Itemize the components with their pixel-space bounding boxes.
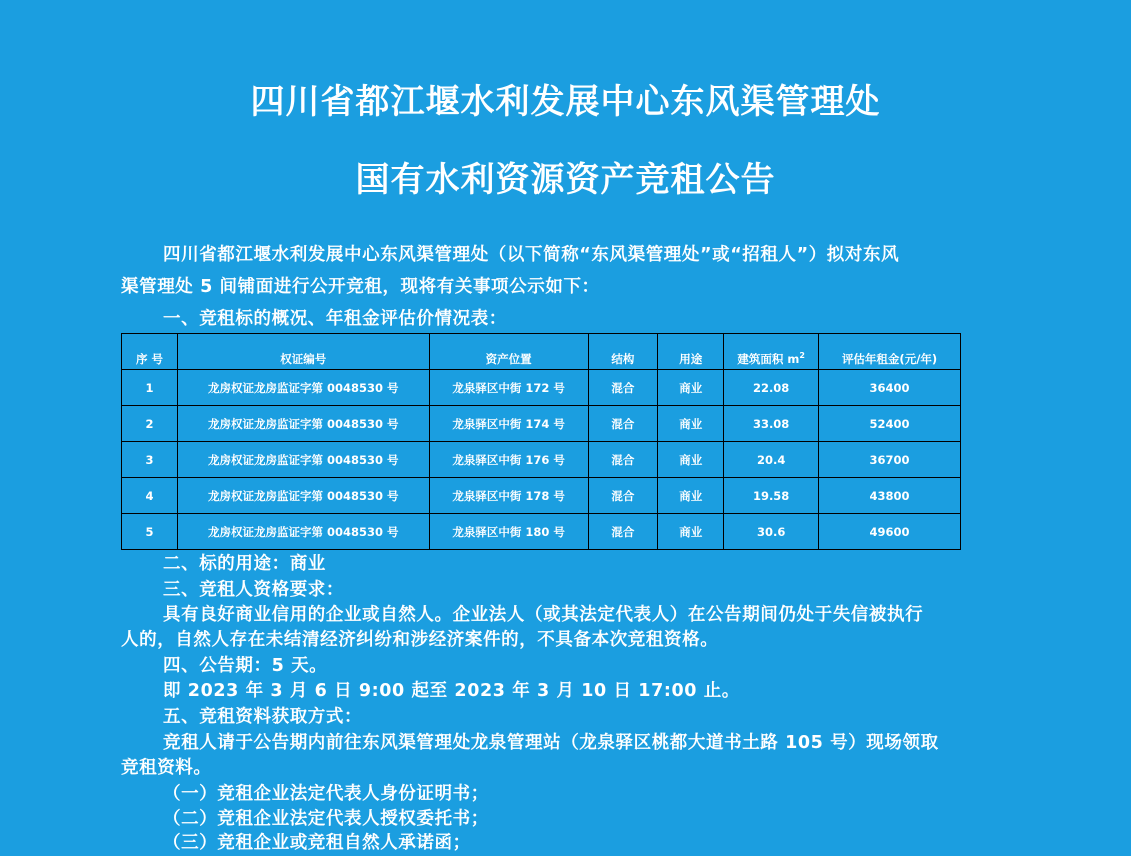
list-item: （二）竞租企业法定代表人授权委托书； (163, 809, 489, 829)
header-usage: 用途 (658, 334, 724, 370)
cell-location: 龙泉驿区中街 172 号 (429, 370, 588, 406)
cell-structure: 混合 (588, 478, 658, 514)
cell-serial: 4 (122, 478, 178, 514)
cell-structure: 混合 (588, 370, 658, 406)
intro-line-2: 渠管理处 5 间铺面进行公开竞租，现将有关事项公示如下： (121, 277, 600, 297)
header-serial: 序 号 (122, 334, 178, 370)
section5-line-2: 竞租资料。 (121, 758, 212, 778)
cell-structure: 混合 (588, 406, 658, 442)
cell-rent: 36700 (819, 442, 961, 478)
cell-certificate: 龙房权证龙房监证字第 0048530 号 (177, 442, 429, 478)
page-title-line2: 国有水利资源资产竞租公告 (355, 160, 776, 200)
cell-rent: 36400 (819, 370, 961, 406)
asset-table (121, 333, 961, 550)
cell-area: 30.6 (724, 514, 819, 550)
cell-location: 龙泉驿区中街 178 号 (429, 478, 588, 514)
cell-area: 33.08 (724, 406, 819, 442)
cell-location: 龙泉驿区中街 174 号 (429, 406, 588, 442)
cell-serial: 1 (122, 370, 178, 406)
cell-usage: 商业 (658, 478, 724, 514)
header-location: 资产位置 (429, 334, 588, 370)
cell-usage: 商业 (658, 406, 724, 442)
section3-line-2: 人的，自然人存在未结清经济纠纷和涉经济案件的，不具备本次竞租资格。 (121, 630, 719, 650)
header-area-label: 建筑面积 m (737, 352, 800, 366)
cell-usage: 商业 (658, 442, 724, 478)
intro-line-1: 四川省都江堰水利发展中心东风渠管理处（以下简称“东风渠管理处”或“招租人”）拟对东风 (163, 245, 900, 265)
table-header-row (122, 334, 961, 370)
header-rent: 评估年租金(元/年) (819, 334, 961, 370)
list-item: （三）竞租企业或竞租自然人承诺函； (163, 833, 471, 853)
cell-area: 19.58 (724, 478, 819, 514)
cell-serial: 3 (122, 442, 178, 478)
cell-certificate: 龙房权证龙房监证字第 0048530 号 (177, 406, 429, 442)
cell-area: 22.08 (724, 370, 819, 406)
cell-certificate: 龙房权证龙房监证字第 0048530 号 (177, 514, 429, 550)
section1-heading: 一、竞租标的概况、年租金评估价情况表： (163, 309, 507, 329)
cell-certificate: 龙房权证龙房监证字第 0048530 号 (177, 370, 429, 406)
cell-serial: 5 (122, 514, 178, 550)
header-area-superscript: 2 (799, 351, 805, 361)
cell-rent: 52400 (819, 406, 961, 442)
list-item: （一）竞租企业法定代表人身份证明书； (163, 784, 489, 804)
section2-heading: 二、标的用途：商业 (163, 554, 326, 574)
cell-structure: 混合 (588, 514, 658, 550)
table-row (122, 478, 961, 514)
cell-rent: 49600 (819, 514, 961, 550)
header-structure: 结构 (588, 334, 658, 370)
section5-line-1: 竞租人请于公告期内前往东风渠管理处龙泉管理站（龙泉驿区桃都大道书土路 105 号）现场领取 (163, 733, 939, 753)
cell-area: 20.4 (724, 442, 819, 478)
section5-heading: 五、竞租资料获取方式： (163, 707, 363, 727)
table-row (122, 370, 961, 406)
cell-location: 龙泉驿区中街 180 号 (429, 514, 588, 550)
cell-location: 龙泉驿区中街 176 号 (429, 442, 588, 478)
header-area (724, 334, 819, 370)
cell-structure: 混合 (588, 442, 658, 478)
header-certificate: 权证编号 (177, 334, 429, 370)
cell-certificate: 龙房权证龙房监证字第 0048530 号 (177, 478, 429, 514)
page-title-line1: 四川省都江堰水利发展中心东风渠管理处 (250, 82, 881, 122)
section4-heading: 四、公告期：5 天。 (163, 656, 328, 676)
cell-rent: 43800 (819, 478, 961, 514)
table-row (122, 406, 961, 442)
section4-line-1: 即 2023 年 3 月 6 日 9:00 起至 2023 年 3 月 10 日 17:00 止。 (163, 681, 740, 701)
table-row (122, 514, 961, 550)
section3-line-1: 具有良好商业信用的企业或自然人。企业法人（或其法定代表人）在公告期间仍处于失信被执行 (163, 605, 924, 625)
cell-usage: 商业 (658, 370, 724, 406)
section3-heading: 三、竞租人资格要求： (163, 580, 344, 600)
cell-serial: 2 (122, 406, 178, 442)
cell-usage: 商业 (658, 514, 724, 550)
table-row (122, 442, 961, 478)
